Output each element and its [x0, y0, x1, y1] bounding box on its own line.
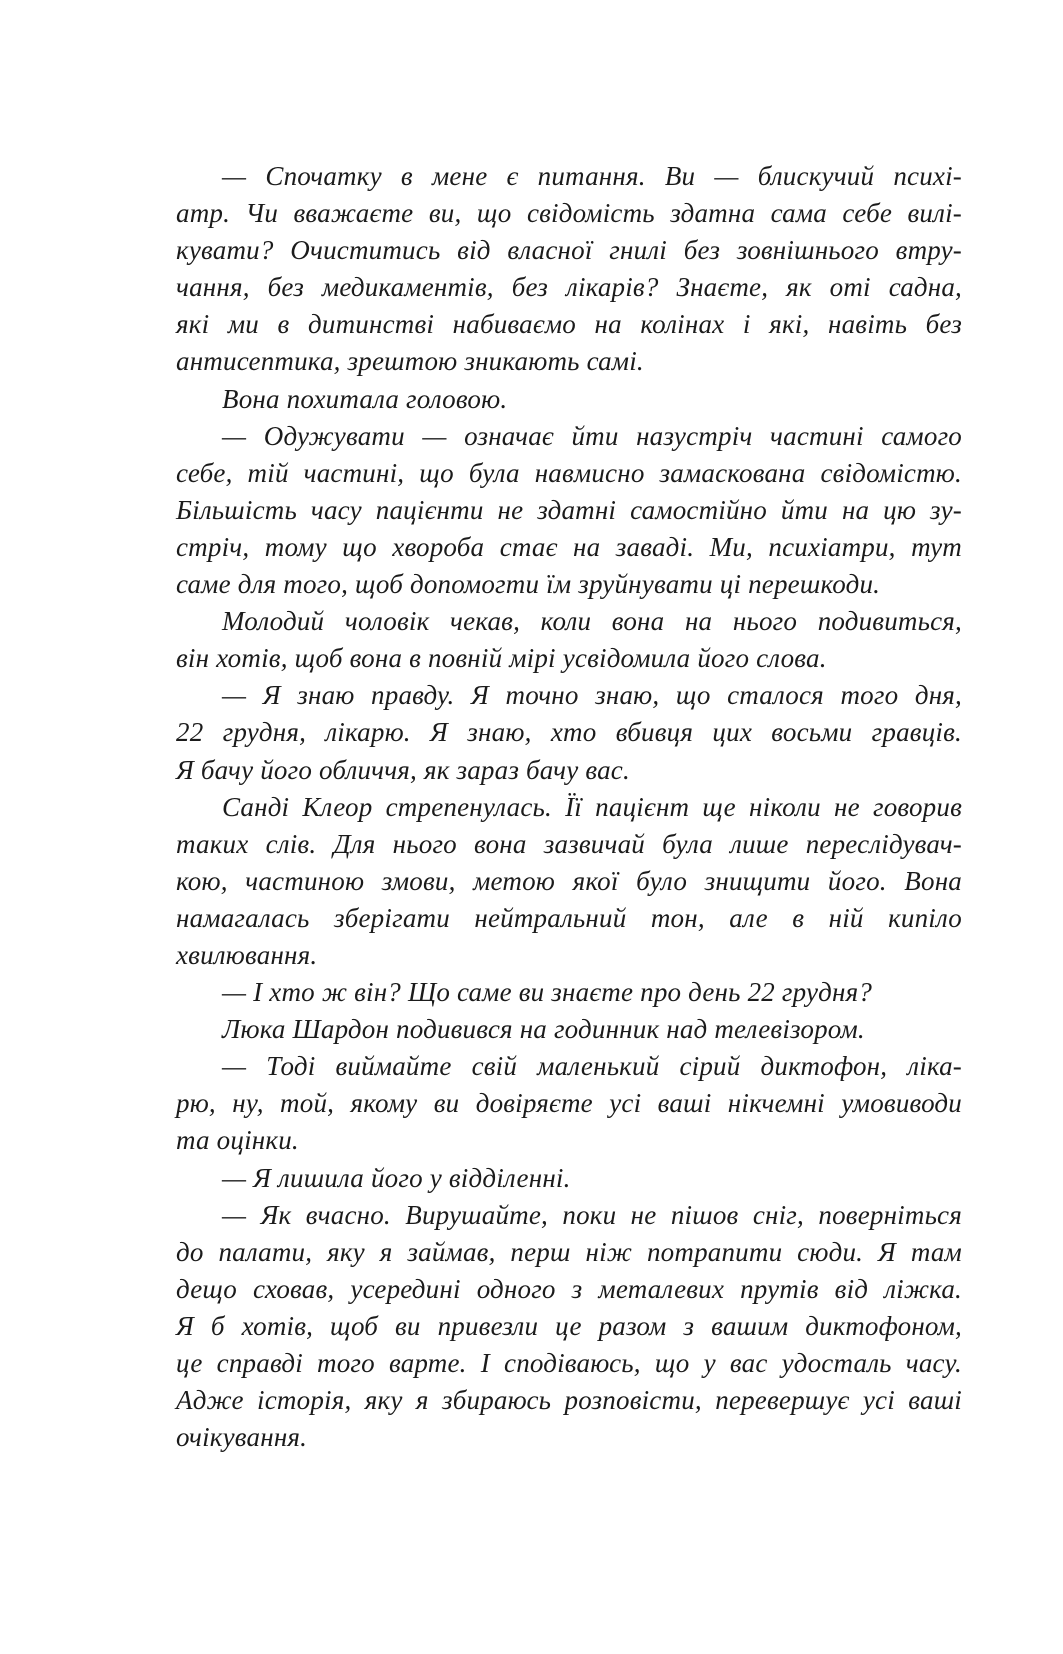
- text-line: саме для того, щоб допомогти їм зруйнувати ці перешкоди.: [176, 569, 881, 600]
- paragraph: [176, 974, 962, 1011]
- paragraph: [176, 1048, 962, 1159]
- text-line: стріч, тому що хвороба стає на заваді. Ми, психіатри, тут: [176, 531, 962, 562]
- text-line: це справді того варте. І сподіваюсь, що у вас удосталь часу.: [176, 1348, 962, 1378]
- paragraph: [176, 677, 962, 788]
- paragraph: [176, 603, 962, 677]
- paragraph: [176, 158, 962, 381]
- text-line: — Тоді виймайте свій маленький сірий диктофон, ліка-: [222, 1051, 962, 1082]
- text-line: антисептика, зрештою зникають самі.: [176, 346, 644, 377]
- text-line: — Спочатку в мене є питання. Ви — блискучий психі-: [222, 161, 962, 191]
- text-line: та оцінки.: [176, 1125, 299, 1156]
- text-line: Санді Клеор стрепенулась. Її пацієнт ще ніколи не говорив: [222, 791, 962, 822]
- text-line: Більшість часу пацієнти не здатні самостійно йти на цю зу-: [176, 494, 962, 525]
- text-line: рю, ну, той, якому ви довіряєте усі ваші нікчемні умовиводи: [176, 1088, 962, 1119]
- paragraph: [176, 418, 962, 603]
- text-line: 22 грудня, лікарю. Я знаю, хто вбивця цих восьми гравців.: [176, 717, 962, 748]
- text-line: себе, тій частині, що була навмисно замаскована свідомістю.: [176, 457, 962, 488]
- text-line: Вона похитала головою.: [222, 383, 508, 414]
- text-line: — Я знаю правду. Я точно знаю, що сталося того дня,: [222, 680, 962, 711]
- text-line: він хотів, щоб вона в повній мірі усвідомила його слова.: [176, 643, 827, 674]
- paragraph: [176, 381, 962, 418]
- text-line: таких слів. Для нього вона зазвичай була лише переслідувач-: [176, 828, 962, 859]
- text-line: чання, без медикаментів, без лікарів? Знаєте, як оті садна,: [176, 272, 962, 303]
- text-line: дещо сховав, усередині одного з металевих прутів від ліжка.: [176, 1273, 962, 1304]
- text-line: кувати? Очиститись від власної гнилі без зовнішнього втру-: [176, 235, 962, 266]
- paragraph: [176, 1011, 962, 1048]
- text-line: до палати, яку я займав, перш ніж потрапити сюди. Я там: [176, 1236, 962, 1267]
- text-line: — Одужувати — означає йти назустріч частині самого: [222, 420, 962, 451]
- text-line: — І хто ж він? Що саме ви знаєте про день 22 грудня?: [222, 977, 873, 1008]
- text-line: кою, частиною змови, метою якої було знищити його. Вона: [176, 865, 962, 896]
- text-line: Адже історія, яку я збираюсь розповісти, перевершує усі ваші: [176, 1385, 962, 1416]
- text-line: Я б хотів, щоб ви привезли це разом з вашим диктофоном,: [176, 1310, 962, 1341]
- text-line: намагалась зберігати нейтральний тон, але в ній кипіло: [176, 902, 962, 933]
- text-line: Люка Шардон подивився на годинник над телевізором.: [222, 1014, 865, 1045]
- text-line: очікування.: [176, 1422, 308, 1453]
- page-text: [176, 158, 962, 1456]
- text-line: Я бачу його обличчя, як зараз бачу вас.: [176, 754, 630, 785]
- paragraph: [176, 789, 962, 974]
- text-line: — Я лишила його у відділенні.: [222, 1162, 571, 1193]
- paragraph: [176, 1160, 962, 1197]
- text-line: — Як вчасно. Вирушайте, поки не пішов сніг, поверніться: [222, 1199, 962, 1230]
- text-line: атр. Чи вважаєте ви, що свідомість здатна сама себе вилі-: [176, 198, 962, 229]
- text-line: Молодий чоловік чекав, коли вона на нього подивиться,: [222, 606, 962, 637]
- text-line: хвилювання.: [176, 939, 318, 970]
- text-line: які ми в дитинстві набиваємо на колінах і які, навіть без: [176, 309, 962, 340]
- paragraph: [176, 1197, 962, 1457]
